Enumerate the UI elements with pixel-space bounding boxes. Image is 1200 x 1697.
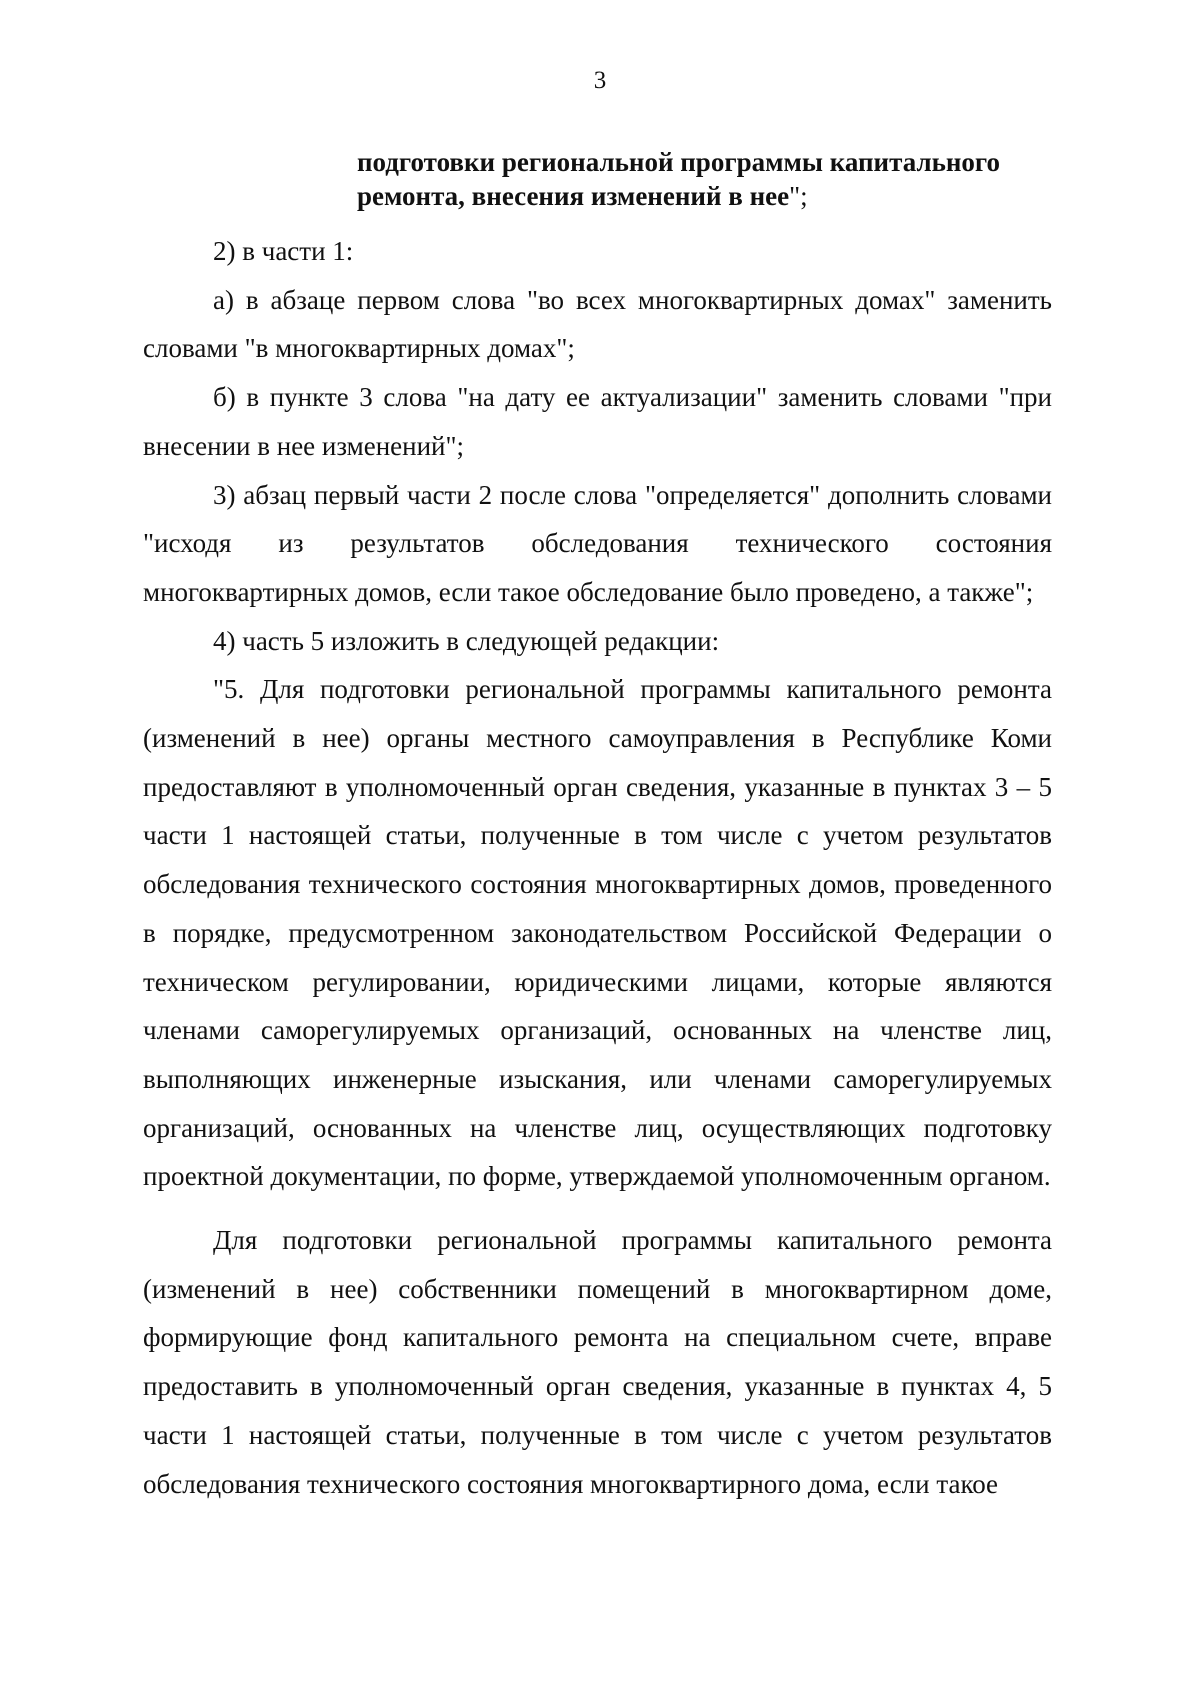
heading-text: подготовки региональной программы капитального ремонта, внесения изменений в нее <box>357 147 1001 211</box>
paragraph-item-2: 2) в части 1: <box>213 236 354 266</box>
paragraph-subitem-a: а) в абзаце первом слова "во всех многоквартирных домах" заменить словами "в многоквартирных домах"; <box>143 284 1052 364</box>
paragraph-part-5: "5. Для подготовки региональной программы капитального ремонта (изменений в нее) органы местного самоуправления в Республике Коми предоставляют в уполномоченный орган сведения, указанные в пунктах 3 – 5 части 1 настоящей статьи, полученные в том числе с учетом результатов обследования технического состояния многоквартирных домов, проведенного в порядке, предусмотренном законодательством Российской Федерации о техническом регулировании, юридическими лицами, которые являются членами саморегулируемых организаций, основанных на членстве лиц, выполняющих инженерные изыскания, или членами саморегулируемых организаций, основанных на членстве лиц, осуществляющих подготовку проектной документации, по форме, утверждаемой уполномоченным органом. <box>143 674 1052 1192</box>
heading-closing-quote: "; <box>789 181 808 211</box>
paragraph-item-4: 4) часть 5 изложить в следующей редакции: <box>213 625 720 656</box>
paragraph-subitem-b: б) в пункте 3 слова "на дату ее актуализации" заменить словами "при внесении в нее изменений"; <box>143 382 1052 461</box>
paragraph-item-3: 3) абзац первый части 2 после слова "определяется" дополнить словами "исходя из результатов обследования технического состояния многоквартирных домов, если такое обследование было проведено, а также"; <box>143 479 1052 607</box>
page-number: 3 <box>593 67 607 94</box>
section-heading <box>357 145 1067 213</box>
document-body <box>143 227 1052 1508</box>
paragraph-owners: Для подготовки региональной программы капитального ремонта (изменений в нее) собственники помещений в многоквартирном доме, формирующие фонд капитального ремонта на специальном счете, вправе предоставить в уполномоченный орган сведения, указанные в пунктах 4, 5 части 1 настоящей статьи, полученные в том числе с учетом результатов обследования технического состояния многоквартирного дома, если такое <box>143 1225 1052 1499</box>
